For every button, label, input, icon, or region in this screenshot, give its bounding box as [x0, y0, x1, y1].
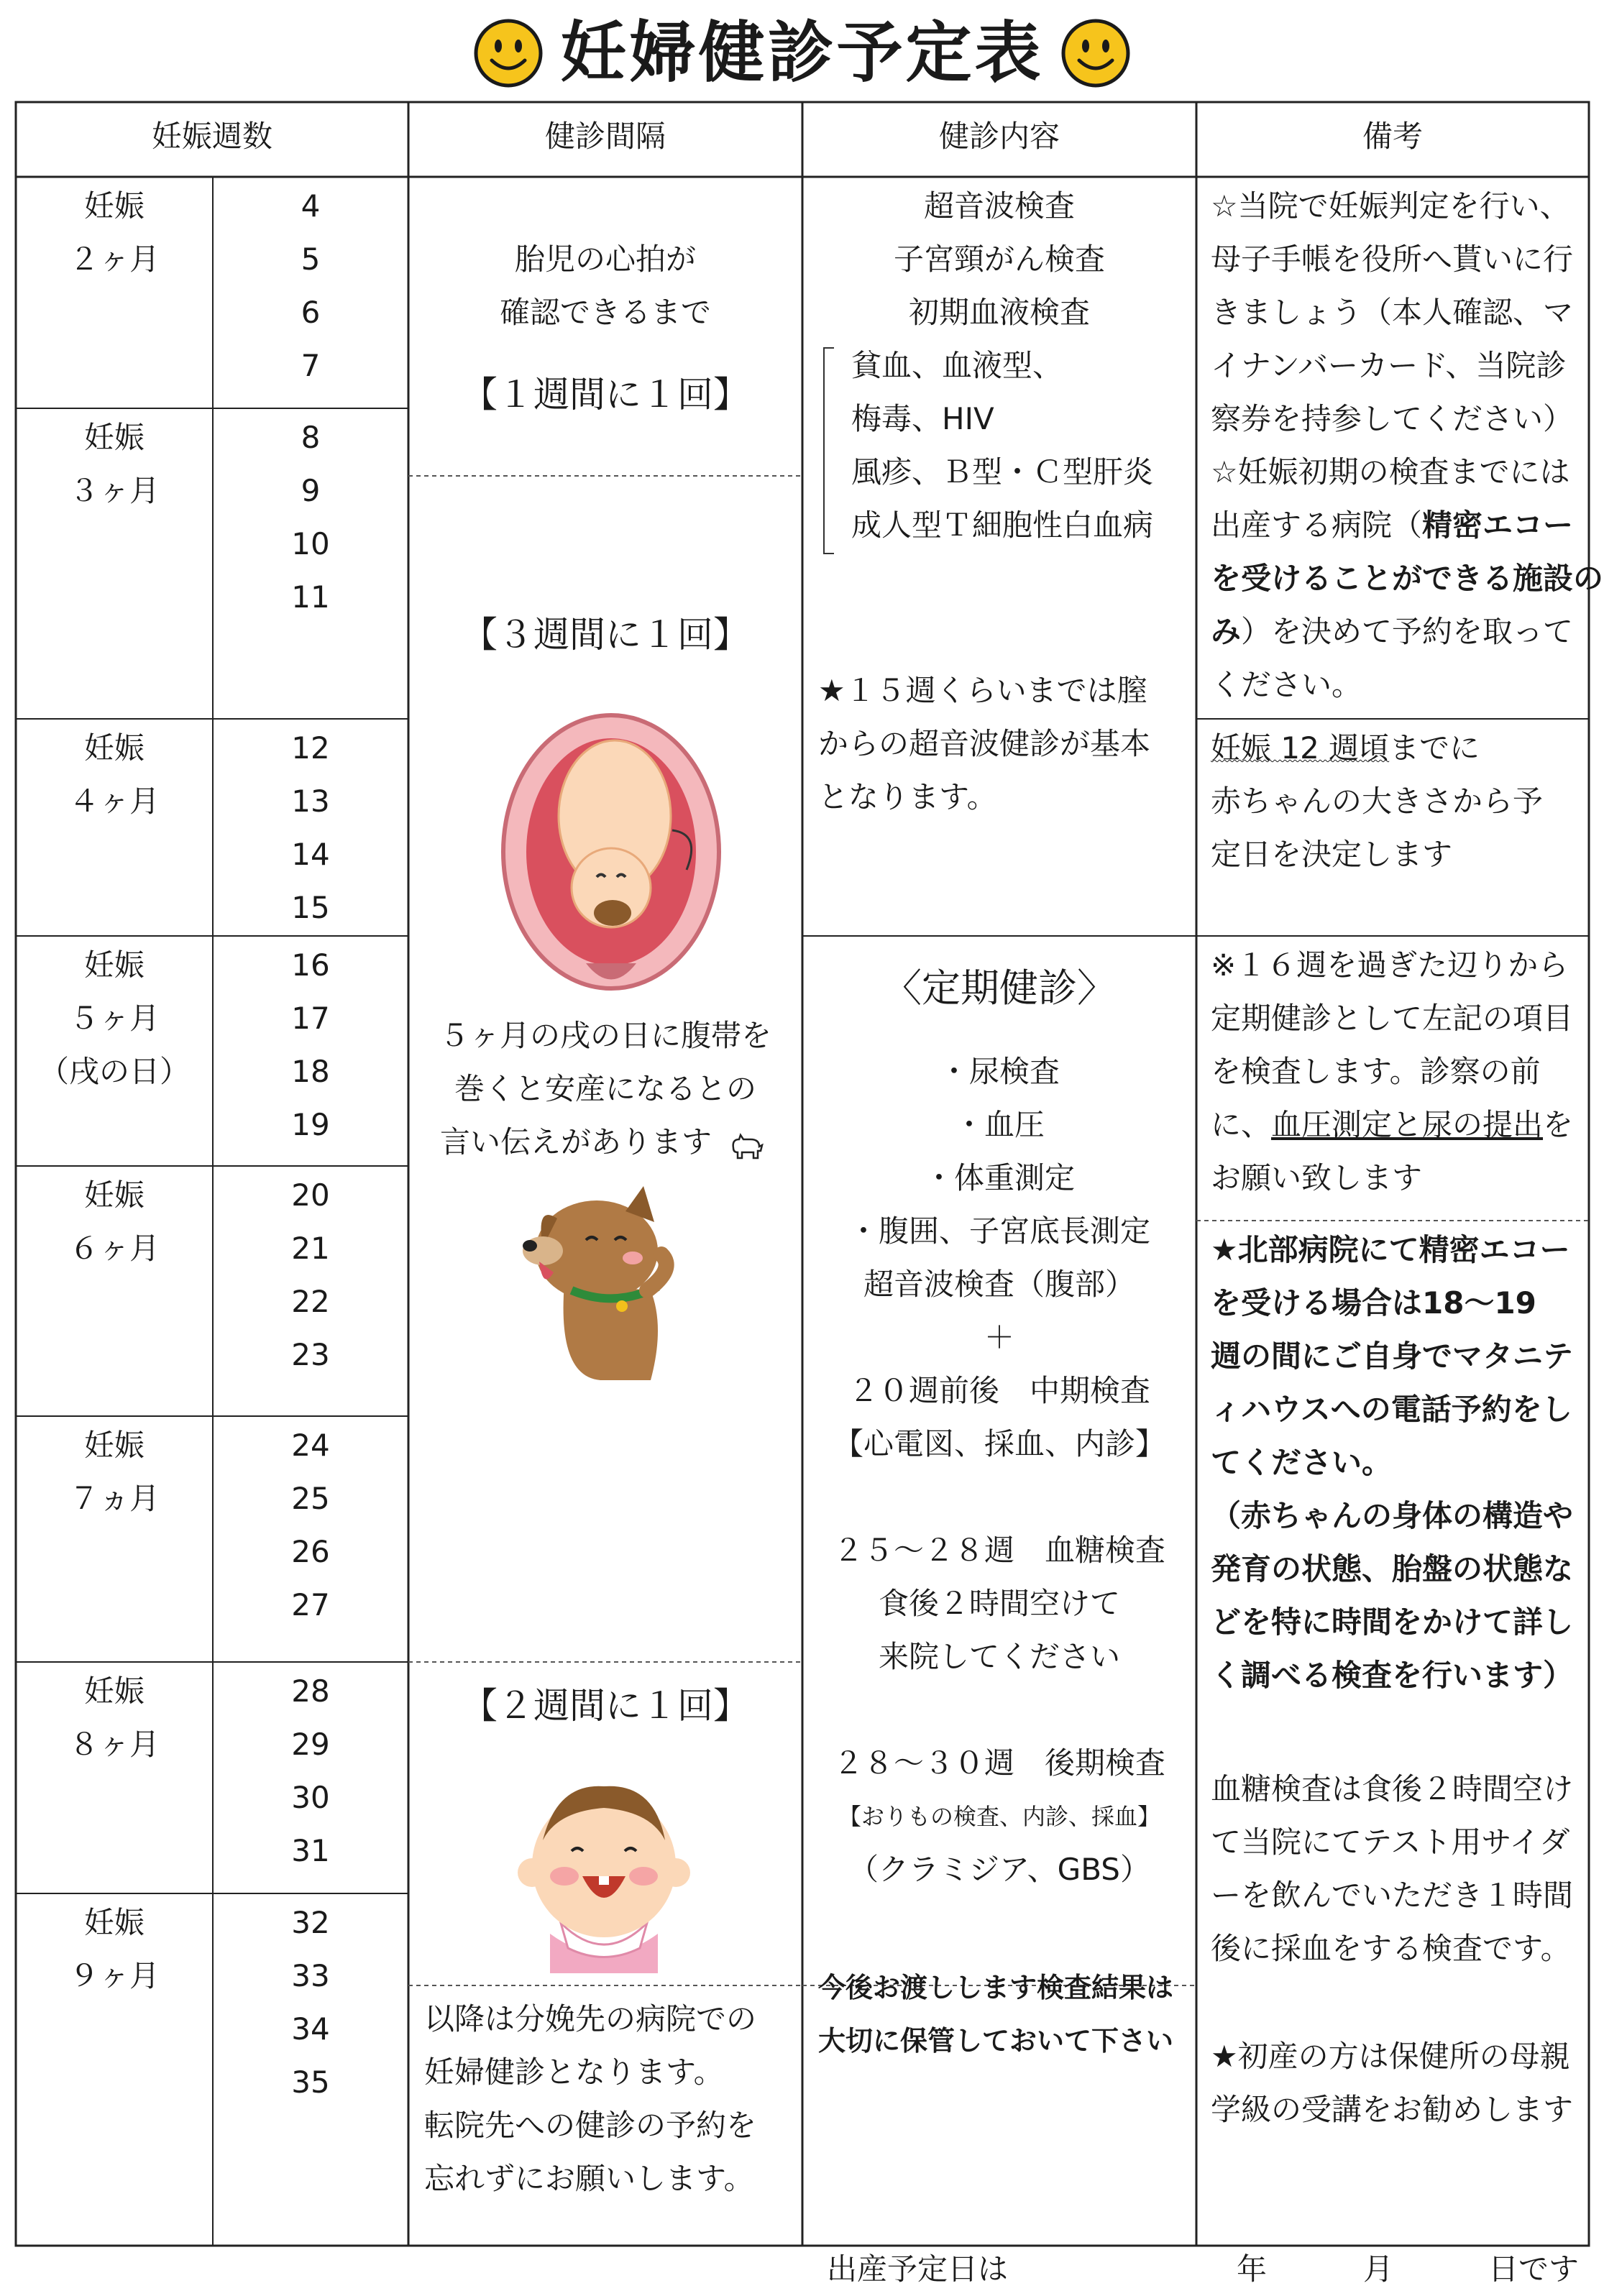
page-title: 妊婦健診予定表 — [560, 14, 1044, 91]
month-label: 妊娠 — [83, 1905, 145, 1940]
week-number: 21 — [291, 1231, 330, 1266]
remark-line: ーを飲んでいただき１時間 — [1211, 1878, 1574, 1913]
week-number: 22 — [291, 1284, 330, 1319]
smiley-face-icon — [472, 17, 544, 89]
remark-underlined: 妊娠 12 週頃 — [1211, 730, 1390, 766]
blood-test-item: 貧血、血液型、 — [851, 348, 1063, 383]
week-number: 20 — [291, 1177, 330, 1213]
regular-item: 超音波検査（腹部） — [863, 1267, 1135, 1302]
remark-line: 赤ちゃんの大きさから予 — [1211, 784, 1544, 819]
transfer-note: 以降は分娩先の病院での — [424, 2001, 757, 2036]
early-test: 初期血液検査 — [908, 295, 1090, 330]
remark-bold: く調べる検査を行います） — [1211, 1658, 1574, 1693]
transfer-note: 忘れずにお願いします。 — [424, 2161, 754, 2196]
blood-test-item: 風疹、Ｂ型・Ｃ型肝炎 — [851, 454, 1154, 490]
header-remarks: 備考 — [1362, 119, 1423, 154]
regular-item: ・尿検査 — [938, 1054, 1060, 1089]
regular-item: ・体重測定 — [923, 1160, 1075, 1195]
month-label: 妊娠 — [83, 730, 145, 766]
week-number: 16 — [291, 947, 330, 983]
remark-bold: 週の間にご自身でマタニテ — [1211, 1338, 1574, 1374]
month-label: 妊娠 — [83, 188, 145, 224]
month-name: ４ヶ月 — [68, 784, 160, 819]
remark-bold: （赤ちゃんの身体の構造や — [1211, 1498, 1574, 1533]
week-number: 13 — [291, 784, 330, 819]
week-number: 18 — [291, 1054, 330, 1089]
week-number: 9 — [301, 473, 321, 508]
week-number: 25 — [291, 1481, 330, 1516]
sugar-test: 来院してください — [878, 1639, 1120, 1674]
week-number: 15 — [291, 890, 330, 925]
regular-item: ・血圧 — [953, 1107, 1045, 1142]
remark-bold: を受ける場合は18～19 — [1211, 1285, 1536, 1321]
week-number: 19 — [291, 1107, 330, 1142]
week-number: 34 — [291, 2011, 330, 2047]
transfer-note: 転院先への健診の予約を — [424, 2108, 757, 2143]
inu-day-note: ５ヶ月の戌の日に腹帯を — [439, 1018, 771, 1053]
transfer-note: 妊婦健診となります。 — [424, 2054, 724, 2090]
week-number: 17 — [291, 1001, 330, 1036]
ultrasound-note: からの超音波健診が基本 — [818, 726, 1151, 761]
inu-day-note: 巻くと安産になるとの — [454, 1071, 756, 1106]
baby-illustration — [514, 1768, 694, 1973]
week-number: 30 — [291, 1780, 330, 1815]
week-number: 29 — [291, 1727, 330, 1762]
remark-line: お願い致します — [1211, 1160, 1423, 1195]
week-number: 12 — [291, 730, 330, 766]
remark-line: 母子手帳を役所へ貰いに行 — [1211, 242, 1574, 277]
inu-day-note: 言い伝えがあります — [440, 1124, 712, 1160]
month-name: ７ヵ月 — [68, 1481, 160, 1516]
week-number: 8 — [301, 420, 321, 455]
early-test: 超音波検査 — [923, 188, 1075, 224]
remark-line: 察券を持参してください） — [1211, 401, 1574, 436]
week-number: 7 — [301, 348, 321, 383]
week-number: 35 — [291, 2065, 330, 2100]
dog-illustration — [514, 1183, 687, 1384]
mid-test: ２０週前後 中期検査 — [848, 1373, 1150, 1408]
mid-test: 【心電図、採血、内診】 — [833, 1426, 1165, 1461]
remark-line: ※１６週を過ぎた辺りから — [1211, 947, 1569, 983]
remark-bold: み — [1211, 614, 1242, 649]
remark-line — [1211, 605, 1573, 658]
week-number: 33 — [291, 1958, 330, 1993]
month-name: ３ヶ月 — [68, 473, 160, 508]
month-name: ９ヶ月 — [68, 1958, 160, 1993]
late-test-sub: （クラミジア、GBS） — [848, 1852, 1150, 1887]
regular-item: ・腹囲、子宮底長測定 — [848, 1213, 1150, 1249]
remark-bold: どを特に時間をかけて詳し — [1211, 1604, 1574, 1640]
remark-line — [1211, 499, 1573, 552]
remark-line: 後に採血をする検査です。 — [1211, 1931, 1571, 1966]
month-label: 妊娠 — [83, 1673, 145, 1709]
remark-line: 定期健診として左記の項目 — [1211, 1001, 1574, 1036]
week-number: 11 — [291, 579, 330, 615]
remark-bold: ★北部病院にて精密エコー — [1211, 1232, 1570, 1267]
month-label: 妊娠 — [83, 1428, 145, 1463]
late-test-detail: 【おりもの検査、内診、採血】 — [838, 1803, 1160, 1830]
week-number: 14 — [291, 837, 330, 872]
remark-text: までに — [1389, 730, 1480, 766]
remark-line: て当院にてテスト用サイダ — [1211, 1824, 1570, 1860]
remark-bold: てください。 — [1211, 1445, 1393, 1480]
week-number: 28 — [291, 1673, 330, 1709]
remark-text: に、 — [1211, 1107, 1272, 1142]
blood-test-item: 梅毒、HIV — [851, 401, 994, 436]
month-name: ５ヶ月 — [68, 1001, 160, 1036]
due-date-year: 年 — [1237, 2251, 1268, 2287]
week-number: 10 — [291, 526, 330, 561]
remark-bold: 発育の状態、胎盤の状態な — [1211, 1551, 1574, 1586]
remark-line: イナンバーカード、当院診 — [1211, 348, 1567, 383]
fetus-illustration — [496, 708, 726, 996]
blood-test-item: 成人型Ｔ細胞性白血病 — [851, 508, 1154, 543]
remark-text: を — [1543, 1107, 1574, 1142]
header-weeks: 妊娠週数 — [151, 119, 272, 154]
remark-line: を検査します。診察の前 — [1211, 1054, 1541, 1089]
month-extra: （戌の日） — [38, 1054, 190, 1089]
month-name: ８ヶ月 — [68, 1727, 160, 1762]
remark-line: ☆当院で妊娠判定を行い、 — [1211, 188, 1570, 224]
month-label: 妊娠 — [83, 420, 145, 455]
interval-weekly: 【１週間に１回】 — [462, 374, 749, 415]
week-number: 31 — [291, 1833, 330, 1868]
week-number: 5 — [301, 242, 321, 277]
remark-line — [1211, 1098, 1573, 1152]
interval-two-weeks: 【２週間に１回】 — [462, 1685, 749, 1727]
month-name: ２ヶ月 — [68, 242, 160, 277]
remark-bold: を受けることができる施設の — [1211, 561, 1604, 596]
ultrasound-note: ★１５週くらいまでは膣 — [818, 673, 1147, 708]
remark-line: ください。 — [1211, 667, 1362, 702]
title-bar — [0, 10, 1604, 96]
interval-three-weeks: 【３週間に１回】 — [462, 614, 749, 656]
month-label: 妊娠 — [83, 1177, 145, 1213]
week-number: 24 — [291, 1428, 330, 1463]
month-label: 妊娠 — [83, 947, 145, 983]
remark-line: ★初産の方は保健所の母親 — [1211, 2039, 1570, 2074]
keep-results-note: 今後お渡しします検査結果は — [818, 1972, 1174, 2003]
early-test: 子宮頸がん検査 — [893, 242, 1105, 277]
remark-line: 学級の受講をお勧めします — [1211, 2092, 1574, 2127]
ultrasound-note: となります。 — [818, 779, 997, 814]
interval-note: 確認できるまで — [499, 295, 711, 330]
remark-line: きましょう（本人確認、マ — [1211, 295, 1574, 330]
remark-underlined: 血圧測定と尿の提出 — [1271, 1107, 1544, 1142]
remark-text: 出産する病院（ — [1211, 508, 1423, 543]
week-number: 6 — [301, 295, 321, 330]
regular-checkup-title: 〈定期健診〉 — [883, 965, 1116, 1011]
keep-results-note: 大切に保管しておいて下さい — [818, 2025, 1174, 2057]
week-number: 27 — [291, 1587, 330, 1622]
interval-note: 胎児の心拍が — [514, 242, 696, 277]
smiley-face-icon — [1060, 17, 1132, 89]
remark-bold: ィハウスへの電話予約をし — [1211, 1392, 1572, 1427]
late-test: ２８～３０週 後期検査 — [833, 1745, 1165, 1781]
sugar-test: 食後２時間空けて — [878, 1586, 1120, 1621]
due-date-label: 出産予定日は — [827, 2251, 1009, 2287]
due-date-day: 日です — [1488, 2251, 1580, 2287]
sugar-test: ２５～２８週 血糖検査 — [833, 1533, 1165, 1568]
remark-line: ☆妊娠初期の検査までには — [1211, 454, 1570, 490]
remark-line: 定日を決定します — [1211, 837, 1453, 872]
week-number: 26 — [291, 1534, 330, 1569]
remark-text: ）を決めて予約を取って — [1241, 614, 1574, 649]
due-date-month: 月 — [1363, 2251, 1394, 2287]
week-number: 4 — [301, 188, 321, 224]
remark-line: 血糖検査は食後２時間空け — [1211, 1771, 1574, 1806]
month-name: ６ヶ月 — [68, 1231, 160, 1266]
remark-bold: 精密エコー — [1422, 508, 1574, 543]
week-number: 23 — [291, 1337, 330, 1372]
regular-item: ＋ — [984, 1320, 1014, 1355]
dog-icon — [729, 1132, 765, 1161]
remark-line — [1211, 722, 1480, 775]
week-number: 32 — [291, 1905, 330, 1940]
header-content: 健診内容 — [938, 119, 1060, 154]
header-interval: 健診間隔 — [544, 119, 666, 154]
